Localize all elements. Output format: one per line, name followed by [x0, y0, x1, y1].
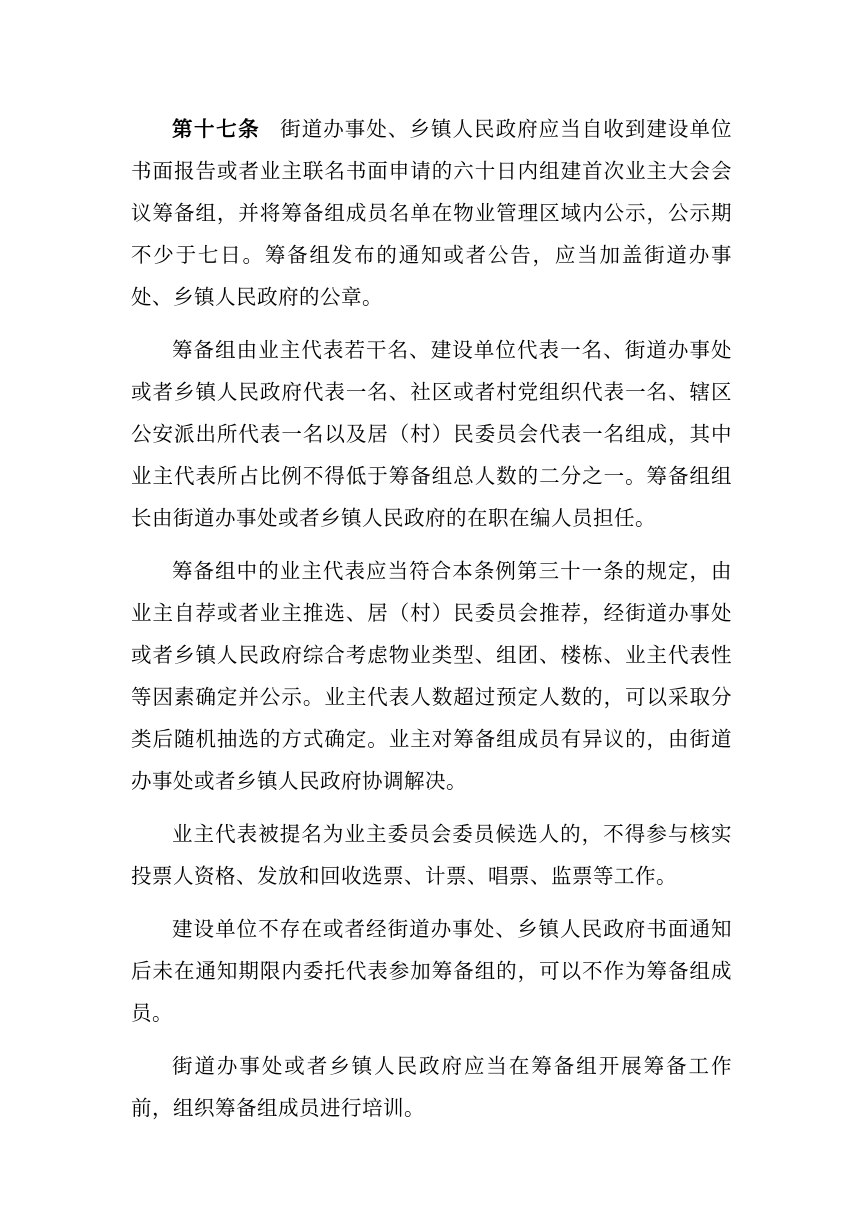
article-paragraph-4: 业主代表被提名为业主委员会委员候选人的，不得参与核实投票人资格、发放和回收选票、计票、唱票、监票等工作。: [131, 822, 732, 888]
article-paragraph-6: 街道办事处或者乡镇人民政府应当在筹备组开展筹备工作前，组织筹备组成员进行培训。: [131, 1054, 732, 1120]
article-paragraph-1: [131, 108, 732, 318]
article-number: 第十七条: [172, 117, 261, 141]
article-paragraph-2: 筹备组由业主代表若干名、建设单位代表一名、街道办事处或者乡镇人民政府代表一名、社区或者村党组织代表一名、辖区公安派出所代表一名以及居（村）民委员会代表一名组成，其中业主代表所占比例不得低于筹备组总人数的二分之一。筹备组组长由街道办事处或者乡镇人民政府的在职在编人员担任。: [131, 338, 732, 530]
paragraph-text: 街道办事处、乡镇人民政府应当自收到建设单位书面报告或者业主联名书面申请的六十日内组建首次业主大会会议筹备组，并将筹备组成员名单在物业管理区域内公示，公示期不少于七日。筹备组发布的通知或者公告，应当加盖街道办事处、乡镇人民政府的公章。: [131, 117, 733, 309]
article-paragraph-3: 筹备组中的业主代表应当符合本条例第三十一条的规定，由业主自荐或者业主推选、居（村）民委员会推荐，经街道办事处或者乡镇人民政府综合考虑物业类型、组团、楼栋、业主代表性等因素确定并公示。业主代表人数超过预定人数的，可以采取分类后随机抽选的方式确定。业主对筹备组成员有异议的，由街道办事处或者乡镇人民政府协调解决。: [131, 559, 732, 793]
article-paragraph-5: 建设单位不存在或者经街道办事处、乡镇人民政府书面通知后未在通知期限内委托代表参加筹备组的，可以不作为筹备组成员。: [131, 917, 732, 1025]
